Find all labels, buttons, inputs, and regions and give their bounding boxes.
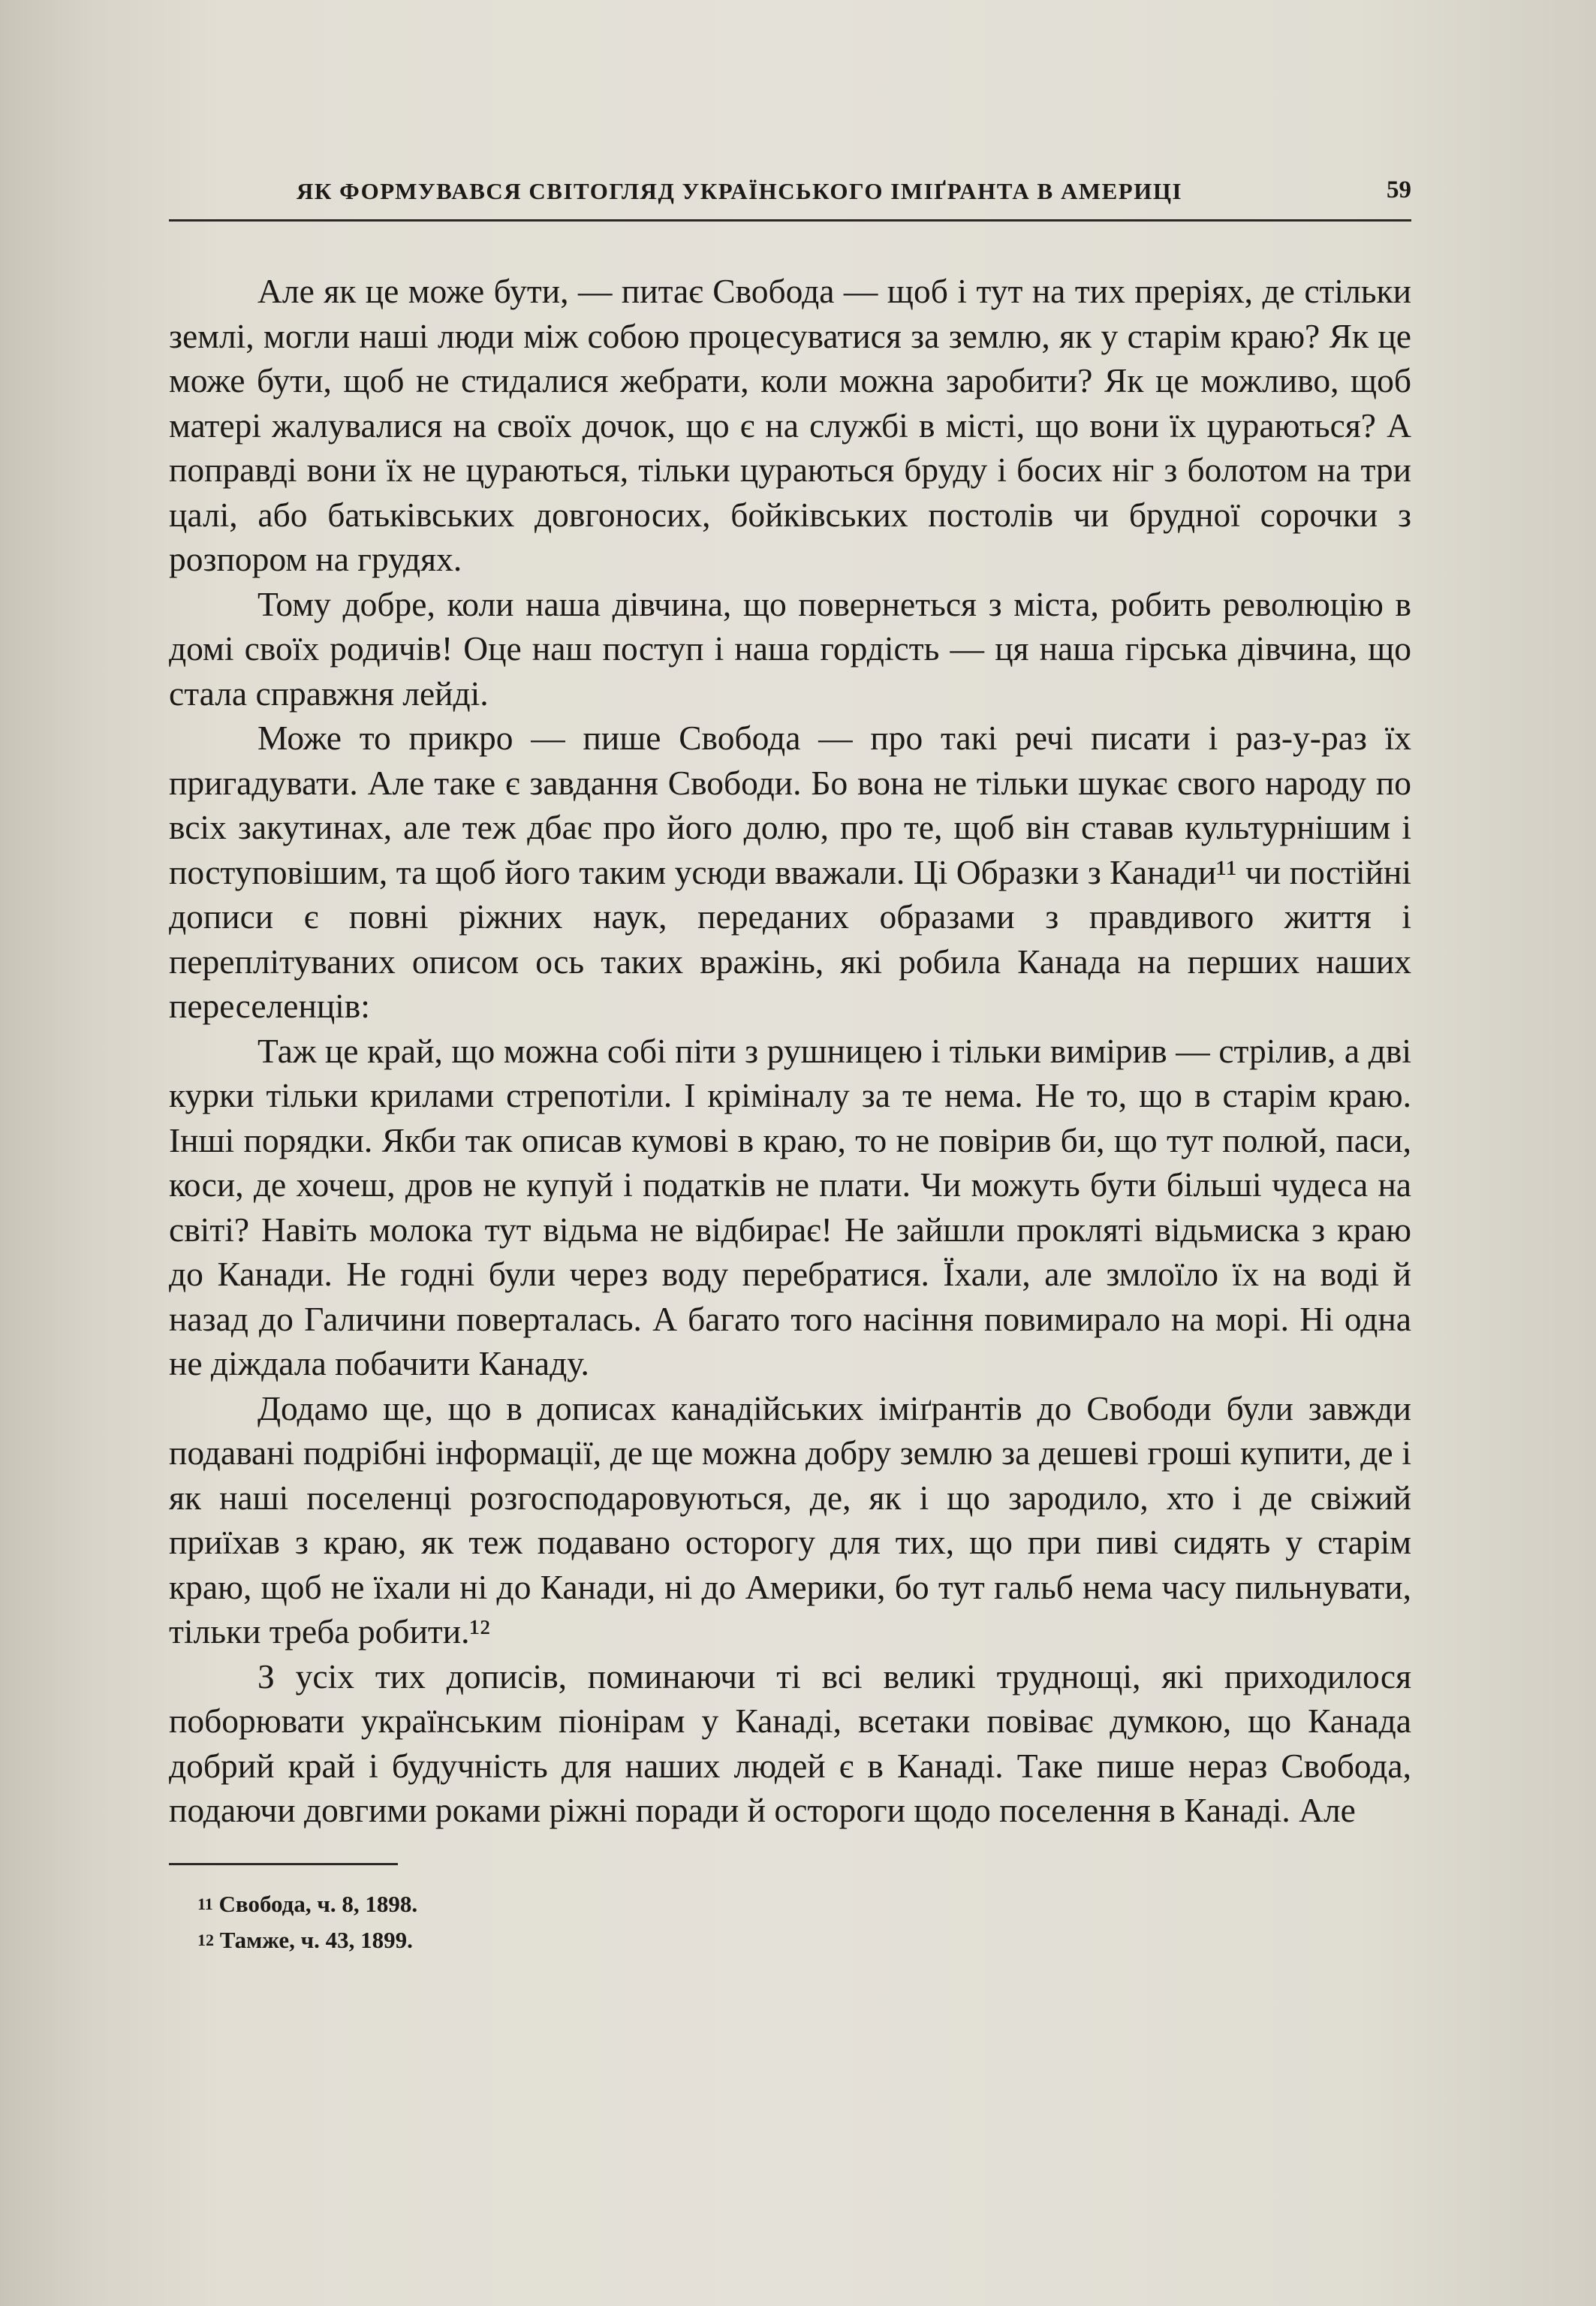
footnotes	[169, 1886, 1411, 1958]
footnote-text: Свобода, ч. 8, 1898.	[218, 1890, 418, 1917]
footnote	[197, 1922, 1411, 1958]
footnote	[197, 1886, 1411, 1922]
paragraph: Може то прикро — пише Свобода — про такі речі писати і раз-у-раз їх пригадувати. Але таке є завдання Свободи. Бо вона не тільки шукає свого народу по всіх закутинах, але теж дбає про його долю, про те, щоб він ставав культурнішим і поступовішим, та щоб його таким усюди вважали. Ці Образки з Канади¹¹ чи постійні дописи є повні ріжних наук, переданих образами з правдивого життя і переплітуваних описом ось таких вражінь, які робила Канада на перших наших переселенців:	[169, 719, 1411, 1025]
footnote-rule	[169, 1863, 398, 1865]
footnote-number: 12	[197, 1930, 214, 1949]
footnote-number: 11	[197, 1894, 213, 1913]
paragraph: З усіх тих дописів, поминаючи ті всі великі труднощі, які приходилося поборювати українським піонірам у Канаді, всетаки повіває думкою, що Канада добрий край і будучність для наших людей є в Канаді. Таке пише нераз Свобода, подаючи довгими роками ріжні поради й остороги щодо поселення в Канаді. Але	[169, 1656, 1411, 1829]
footnote-text: Тамже, ч. 43, 1899.	[219, 1926, 413, 1953]
running-head	[169, 169, 1411, 220]
paragraph: Таж це край, що можна собі піти з рушницею і тільки вимірив — стрілив, а дві курки тільки крилами стрепотіли. І кріміналу за те нема. Не то, що в старім краю. Інші порядки. Якби так описав кумові в краю, то не повірив би, що тут полюй, паси, коси, де хочеш, дров не купуй і податків не плати. Чи можуть бути більші чудеса на світі? Навіть молока тут відьма не відбирає! Не зайшли прокляті відьмиска з краю до Канади. Не годні були через воду перебратися. Їхали, але змлоїло їх на воді й назад до Галичини поверталась. А багато того насіння повимирало на морі. Ні одна не діждала побачити Канаду.	[169, 1031, 1411, 1382]
book-page	[169, 169, 1411, 1958]
body-text	[169, 269, 1411, 1833]
paragraph: Додамо ще, що в дописах канадійських іміґрантів до Свободи були завжди подавані подрібні інформації, де ще можна добру землю за дешеві гроші купити, де і як наші поселенці розгосподаровуються, де, як і що зародило, хто і де свіжий приїхав з краю, як теж подавано осторогу для тих, що при пиві сидять у старім краю, щоб не їхали ні до Канади, ні до Америки, бо тут гальб нема часу пильнувати, тільки треба робити.¹²	[169, 1388, 1411, 1650]
page-number: 59	[1387, 176, 1411, 203]
running-title: ЯК ФОРМУВАВСЯ СВІТОГЛЯД УКРАЇНСЬКОГО ІМІҐРАНТА В АМЕРИЦІ	[297, 178, 1183, 204]
paragraph: Тому добре, коли наша дівчина, що повернеться з міста, робить революцію в домі своїх родичів! Оце наш поступ і наша гордість — ця наша гірська дівчина, що стала справжня лейді.	[169, 584, 1411, 713]
header-rule	[169, 219, 1411, 222]
paragraph: Але як це може бути, — питає Свобода — щоб і тут на тих преріях, де стільки землі, могли наші люди між собою процесуватися за землю, як у старім краю? Як це може бути, щоб не стидалися жебрати, коли можна заробити? Як це можливо, щоб матері жалувалися на своїх дочок, що є на службі в місті, що вони їх цураються? А поправді вони їх не цураються, тільки цураються бруду і босих ніг з болотом на три цалі, або батьківських довгоносих, бойківських постолів чи брудної сорочки з розпором на грудях.	[169, 272, 1411, 578]
